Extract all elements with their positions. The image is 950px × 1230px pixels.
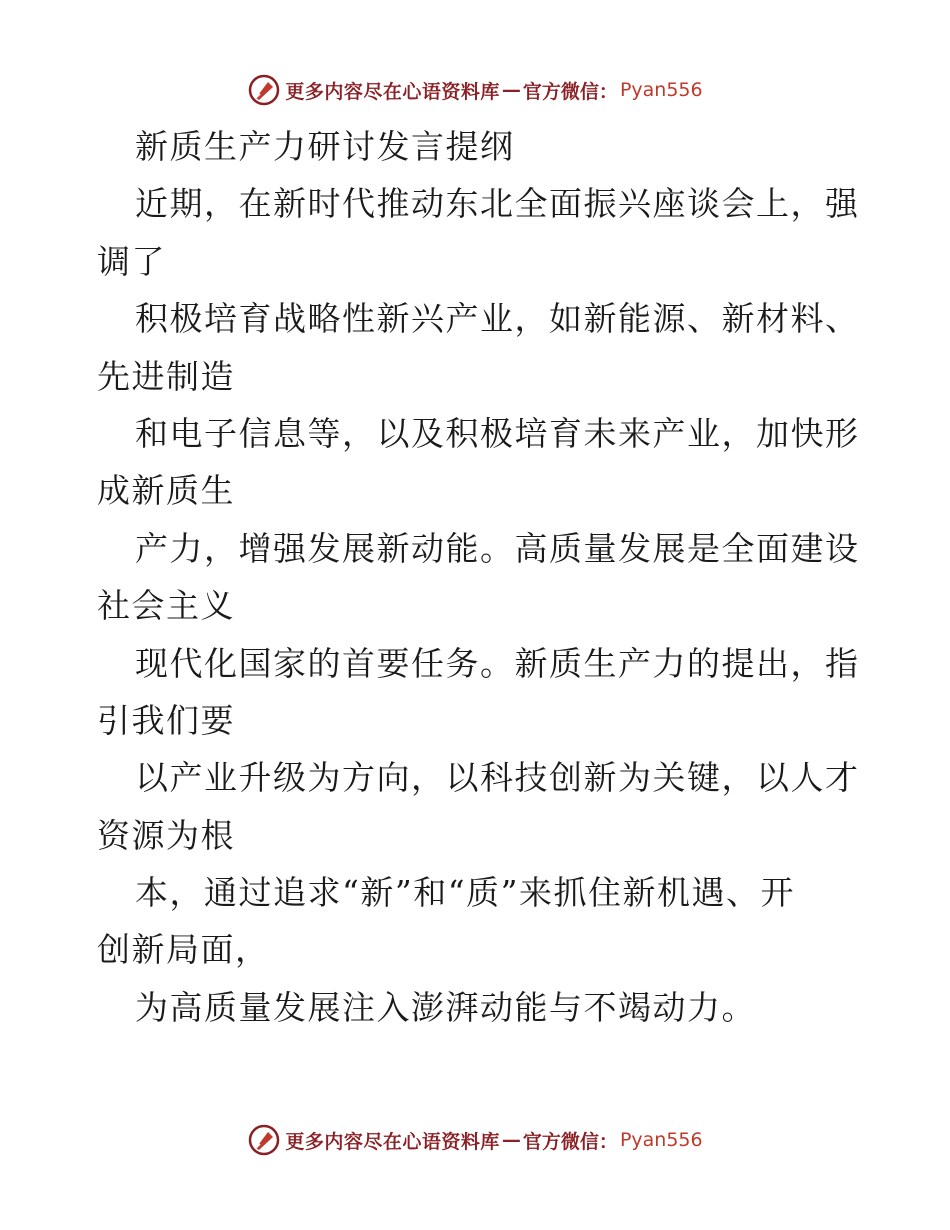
paragraph-line: 积极培育战略性新兴产业，如新能源、新材料、 <box>135 299 860 339</box>
paragraph-line: 为高质量发展注入澎湃动能与不竭动力。 <box>135 987 756 1027</box>
banner-wechat-label: 官方微信： <box>522 1130 618 1153</box>
pen-nib-logo-icon <box>247 73 281 107</box>
paragraph-line: 先进制造 <box>97 356 235 396</box>
document-title: 新质生产力研讨发言提纲 <box>135 127 515 166</box>
paragraph-line: 社会主义 <box>97 586 235 626</box>
paragraph-line: 成新质生 <box>97 471 235 511</box>
paragraph-line: 以产业升级为方向，以科技创新为关键，以人才 <box>135 758 860 798</box>
paragraph-line: 现代化国家的首要任务。新质生产力的提出，指 <box>135 643 860 683</box>
header-banner <box>0 70 950 110</box>
banner-main-text: 更多内容尽在心语资料库 <box>285 1130 500 1153</box>
banner-dash: — <box>501 79 521 101</box>
banner-main-text: 更多内容尽在心语资料库 <box>285 80 500 103</box>
pen-nib-logo-icon <box>247 1123 281 1157</box>
paragraph-line: 调了 <box>97 241 166 281</box>
banner-wechat-id: Pyan556 <box>619 79 703 101</box>
footer-banner <box>0 1120 950 1160</box>
banner-wechat-id: Pyan556 <box>619 1129 703 1151</box>
banner-dash: — <box>501 1129 521 1151</box>
paragraph-line: 引我们要 <box>97 700 235 740</box>
paragraph-line: 和电子信息等，以及积极培育未来产业，加快形 <box>135 413 860 453</box>
paragraph-line: 本，通过追求“新”和“质”来抓住新机遇、开 <box>135 873 795 913</box>
paragraph-line: 创新局面， <box>97 930 270 970</box>
paragraph-line: 资源为根 <box>97 815 235 855</box>
paragraph-line: 近期，在新时代推动东北全面振兴座谈会上，强 <box>135 184 860 224</box>
banner-wechat-label: 官方微信： <box>522 80 618 103</box>
document-body <box>97 118 860 1036</box>
paragraph-line: 产力，增强发展新动能。高质量发展是全面建设 <box>135 528 860 568</box>
